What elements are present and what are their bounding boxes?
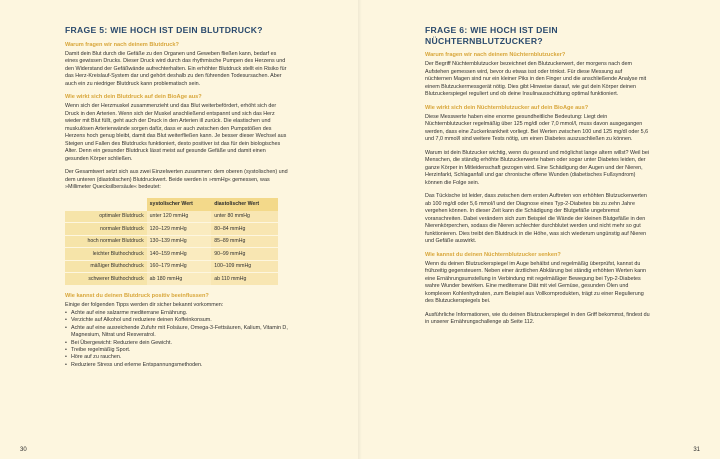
row-label: leichter Bluthochdruck bbox=[65, 248, 147, 261]
table-header: diastolischer Wert bbox=[211, 198, 278, 211]
tips-list bbox=[65, 310, 290, 369]
systolic-value: 120–129 mmHg bbox=[147, 223, 212, 236]
subheading-bioage: Wie wirkt sich dein Blutdruck auf dein BioAge aus? bbox=[65, 94, 202, 100]
right-page bbox=[360, 0, 720, 459]
subheading-why: Warum fragen wir nach deinem Blutdruck? bbox=[65, 41, 179, 48]
list-item: • Treibe regelmäßig Sport. bbox=[65, 347, 290, 354]
paragraph: Wenn sich der Herzmuskel zusammenzieht und das Blut weiterbefördert, erhöht sich der Druck in den Arterien. Wenn sich der Muskel anschließend entspannt und sich das Herz wieder mit Blut füllt, geht auch der Druck in den Arterien ill zurück. Die elastischen und muskulösen Arterienwände sorgen dafür, dass er auch zwischen den Pumpstößen des Herzens hoch genug bleibt, damit das Blut weiterfließen kann. Je besser dieser Wechsel aus Steigen und Fallen des Blutdrucks funktioniert, desto positiver ist das für dein biologisches Alter. Denn ein gesunder Blutdruck lässt meist auf gesunde Gefäße und damit einen gesunden Körper schließen. bbox=[65, 103, 287, 162]
paragraph: Einige der folgenden Tipps werden dir sicher bekannt vorkommen: bbox=[65, 301, 224, 308]
table-header bbox=[65, 198, 147, 211]
table-header: systolischer Wert bbox=[147, 198, 212, 211]
table-row bbox=[65, 223, 278, 236]
diastolic-value: 90–99 mmHg bbox=[211, 248, 278, 261]
paragraph: Der Gesamtwert setzt sich aus zwei Einzelwerten zusammen: dem oberen (systolischen) und dem unteren (diastolischen) Blutdruckwert. Beide werden in »mmHg« gemessen, was »Millimeter Quecksilbersäule« bedeutet: bbox=[65, 169, 288, 190]
systolic-value: 160–179 mmHg bbox=[147, 260, 212, 273]
page-number: 30 bbox=[20, 447, 27, 453]
subheading-bioage: Wie wirkt sich dein Nüchternblutzucker auf dein BioAge aus? bbox=[425, 104, 589, 111]
row-label: mäßiger Bluthochdruck bbox=[65, 260, 147, 273]
right-column bbox=[425, 25, 650, 333]
systolic-value: ab 180 mmHg bbox=[147, 273, 212, 286]
section-title: FRAGE 5: WIE HOCH IST DEIN BLUTDRUCK? bbox=[65, 25, 263, 35]
diastolic-value: ab 110 mmHg bbox=[211, 273, 278, 286]
table-header-row bbox=[65, 198, 278, 211]
row-label: hoch normaler Blutdruck bbox=[65, 235, 147, 248]
systolic-value: 140–159 mmHg bbox=[147, 248, 212, 261]
table-row bbox=[65, 211, 278, 223]
paragraph: Ausführliche Informationen, wie du deinen Blutzuckerspiegel in den Griff bekommst, findest du in unserer Ernährungschallenge ab Seite 112. bbox=[425, 311, 650, 325]
list-item: • Bei Übergewicht: Reduziere dein Gewicht. bbox=[65, 340, 290, 347]
paragraph: Diese Messwerte haben eine enorme gesundheitliche Bedeutung: Liegt dein Nüchternblutzucker regelmäßig über 125 mg/dl oder 7,0 mmol/l, muss davon ausgegangen werden, dass eine Zuckerkrankheit vorliegt. Bei Werten zwischen 100 und 125 mg/dl oder 5,6 und 7,0 mmol/l sind weitere Tests nötig, um einen Diabetes auszuschließen zu können. bbox=[425, 113, 649, 142]
list-item: • Höre auf zu rauchen. bbox=[65, 354, 290, 361]
list-item: • Reduziere Stress und erlerne Entspannungsmethoden. bbox=[65, 362, 290, 369]
table-row bbox=[65, 248, 278, 261]
subheading-why: Warum fragen wir nach deinem Nüchternblutzucker? bbox=[425, 52, 566, 58]
left-column bbox=[65, 25, 290, 369]
row-label: optimaler Blutdruck bbox=[65, 211, 147, 223]
paragraph: Damit dein Blut durch die Gefäße zu den Organen und Geweben fließen kann, bedarf es eines gewissen Drucks. Dieser Druck wird durch das rhythmische Pumpen des Herzens und den Widerstand der Gefäßwände aufrechterhalten. Ein erhöhter Blutdruck stellt ein Risiko für das Herz-Kreislauf-System dar und gehört deshalb zu den führenden Todesursachen. Aber auch ein zu niedriger Blutdruck kann problematisch sein. bbox=[65, 50, 287, 87]
diastolic-value: 100–109 mmHg bbox=[211, 260, 278, 273]
diastolic-value: unter 80 mmHg bbox=[211, 211, 278, 223]
table-row bbox=[65, 235, 278, 248]
diastolic-value: 85–89 mmHg bbox=[211, 235, 278, 248]
systolic-value: 130–139 mmHg bbox=[147, 235, 212, 248]
systolic-value: unter 120 mmHg bbox=[147, 211, 212, 223]
blood-pressure-table bbox=[65, 198, 278, 286]
list-item: • Verzichte auf Alkohol und reduziere deinen Koffeinkonsum. bbox=[65, 317, 290, 324]
paragraph: Der Begriff Nüchternblutzucker bezeichnet den Blutzuckerwert, der morgens nach dem Aufstehen gemessen wird, bevor du etwas isst oder trinkst. Für diese Messung auf nüchternen Magen sind nur ein kleiner Piks in den Finger und die anschließende Analyse mit einem Blutzuckermessgerät nötig. Dies gibt Hinweise darauf, wie gut dein Körper deinen Blutzuckerspiegel reguliert und ob deine Insulinausschüttung optimal funktioniert. bbox=[425, 61, 647, 97]
subheading-tips: Wie kannst du deinen Blutdruck positiv beeinflussen? bbox=[65, 292, 209, 299]
list-item: • Achte auf eine ausreichende Zufuhr mit Folsäure, Omega-3-Fettsäuren, Kalium, Vitamin D, Magnesium, Nitrat und Resveratrol. bbox=[65, 325, 290, 340]
paragraph: Wenn du deinen Blutzuckerspiegel im Auge behältst und regelmäßig überprüfst, kannst du frühzeitig gegensteuern. Neben einer ärztlichen Abklärung bei ständig erhöhten Werten kann eine Ernährungsumstellung in Verbindung mit regelmäßiger Bewegung bei Typ-2-Diabetes wahre Wunder bewirken. Eine mediterrane Diät mit viel Gemüse, gesunden Ölen und komplexen Kohlenhydraten, zum Beispiel aus Vollkornprodukten, trägt zu einer Regulierung des Blutzuckerspiegels bei. bbox=[425, 260, 647, 304]
table-row bbox=[65, 260, 278, 273]
paragraph: Das Tückische ist leider, dass zwischen dem ersten Auftreten von erhöhten Blutzuckerwerten ab 100 mg/dl oder 5,6 mmol/l und der Diagnose eines Typ-2-Diabetes bis zu zehn Jahre vergehen können. In dieser Zeit kann die Schädigung der Blutgefäße ungebremst voranschreiten. Dabei verändern sich zum Beispiel die Wände der kleinen Blutgefäße in den Nierenkörperchen, sodass die Nieren schlechter durchblutet werden und nicht mehr so gut funktionieren. Dies treibt den Blutdruck in die Höhe, was sich wiederum ungünstig auf Nieren und Gefäße auswirkt. bbox=[425, 193, 647, 244]
paragraph: Warum ist dein Blutzucker wichtig, wenn du gesund und möglichst lange altern willst? Weil bei Menschen, die ständig erhöhte Blutzuckerwerte haben oder sogar unter Diabetes leiden, der ganze Körper in Mitleidenschaft gezogen wird. Eine Schädigung der Augen und der Nieren, Herzinfarkt, Schlaganfall und gar chronische offene Wunden (diabetisches Fußsyndrom) können die Folge sein. bbox=[425, 149, 650, 186]
list-item: • Achte auf eine salzarme mediterrane Ernährung. bbox=[65, 310, 290, 317]
row-label: schwerer Bluthochdruck bbox=[65, 273, 147, 286]
diastolic-value: 80–84 mmHg bbox=[211, 223, 278, 236]
table-row bbox=[65, 273, 278, 286]
row-label: normaler Blutdruck bbox=[65, 223, 147, 236]
page-number: 31 bbox=[693, 447, 700, 453]
section-title: FRAGE 6: WIE HOCH IST DEIN NÜCHTERNBLUTZUCKER? bbox=[425, 25, 558, 46]
subheading-lower: Wie kannst du deinen Nüchternblutzucker senken? bbox=[425, 251, 561, 258]
